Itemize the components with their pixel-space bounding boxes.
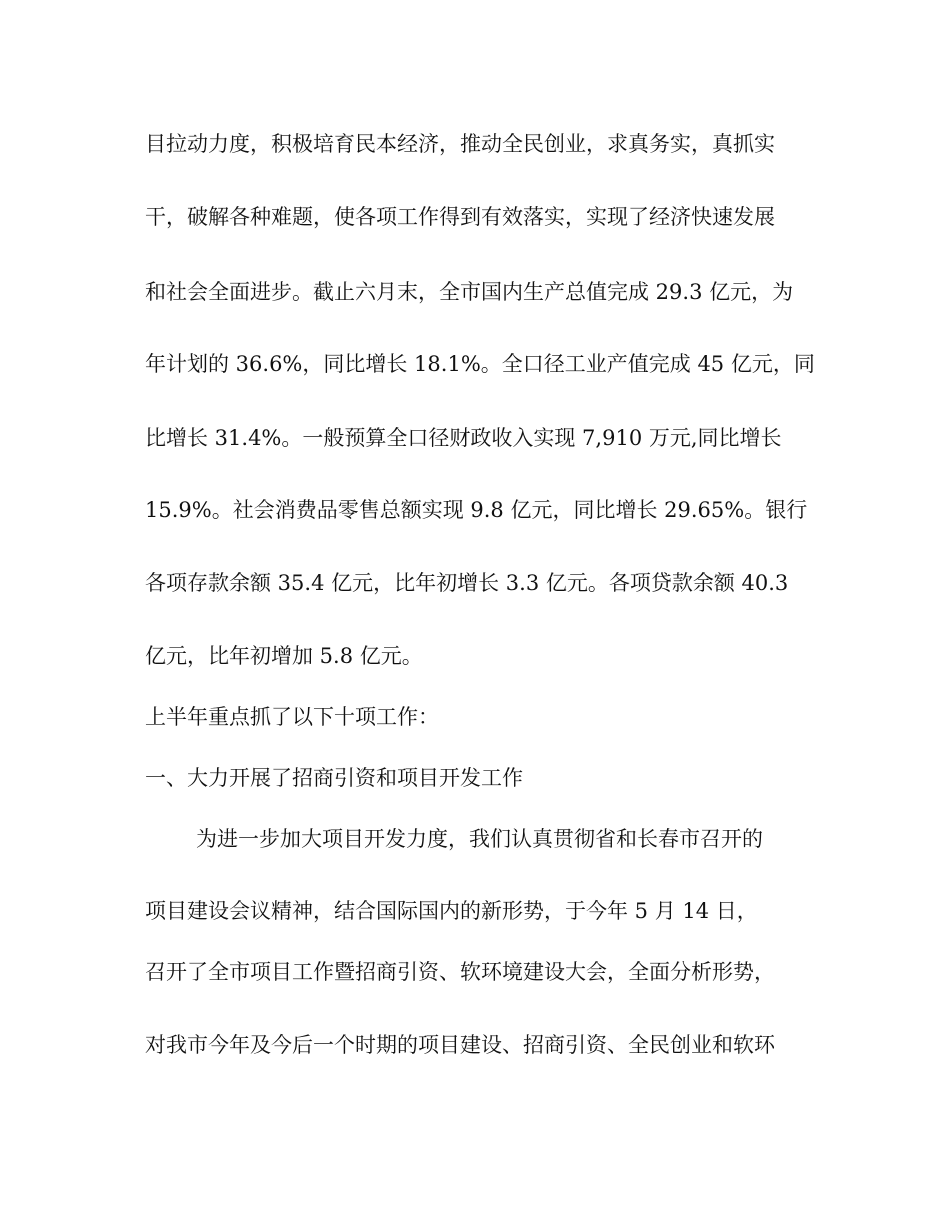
- body-text-line: 亿元，比年初增加 5.8 亿元。: [145, 644, 423, 668]
- body-text-line: 项目建设会议精神，结合国际国内的新形势，于今年 5 月 14 日，: [145, 899, 758, 923]
- body-text-line: 各项存款余额 35.4 亿元，比年初增长 3.3 亿元。各项贷款余额 40.3: [145, 571, 789, 595]
- body-text-line: 比增长 31.4%。一般预算全口径财政收入实现 7,910 万元,同比增长: [145, 426, 782, 450]
- body-text-line: 目拉动力度，积极培育民本经济，推动全民创业，求真务实，真抓实: [145, 132, 775, 156]
- paragraph-first-line: 为进一步加大项目开发力度，我们认真贯彻省和长春市召开的: [196, 827, 763, 851]
- body-text-line: 干，破解各种难题，使各项工作得到有效落实，实现了经济快速发展: [145, 205, 775, 229]
- body-text-line: 15.9%。社会消费品零售总额实现 9.8 亿元，同比增长 29.65%。银行: [145, 498, 808, 522]
- body-text-line: 召开了全市项目工作暨招商引资、软环境建设大会，全面分析形势，: [145, 960, 775, 984]
- body-text-line: 对我市今年及今后一个时期的项目建设、招商引资、全民创业和软环: [145, 1033, 775, 1057]
- body-text-line: 和社会全面进步。截止六月末，全市国内生产总值完成 29.3 亿元，为: [145, 280, 794, 304]
- section-heading: 一、大力开展了招商引资和项目开发工作: [145, 766, 523, 790]
- body-text-line: 年计划的 36.6%，同比增长 18.1%。全口径工业产值完成 45 亿元，同: [145, 352, 815, 376]
- summary-intro-line: 上半年重点抓了以下十项工作：: [145, 705, 439, 729]
